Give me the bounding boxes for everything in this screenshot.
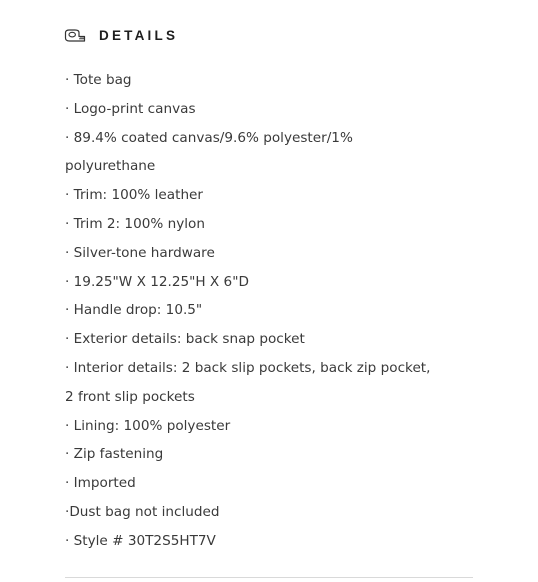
section-title: DETAILS	[99, 27, 179, 43]
section-divider	[65, 577, 473, 578]
list-item: · Lining: 100% polyester	[65, 417, 231, 434]
list-item: · Imported	[65, 475, 136, 492]
details-header	[64, 24, 178, 46]
details-list	[65, 66, 485, 556]
list-item: · Style # 30T2S5HT7V	[65, 532, 216, 549]
list-item: · Interior details: 2 back slip pockets, back zip pocket,	[65, 359, 431, 376]
list-item: · Handle drop: 10.5"	[65, 302, 203, 319]
list-item: · 89.4% coated canvas/9.6% polyester/1%	[65, 129, 353, 146]
tape-measure-icon	[64, 28, 86, 42]
list-item: · Silver-tone hardware	[65, 244, 215, 261]
list-item: · Tote bag	[65, 72, 132, 88]
list-item: · Trim 2: 100% nylon	[65, 215, 205, 232]
list-item: ·Dust bag not included	[65, 503, 220, 520]
list-item: polyurethane	[65, 158, 156, 175]
list-item: · Trim: 100% leather	[65, 187, 204, 204]
list-item: · 19.25"W X 12.25"H X 6"D	[65, 273, 249, 290]
list-item: · Logo-print canvas	[65, 100, 196, 117]
list-item: · Zip fastening	[65, 446, 164, 463]
list-item: · Exterior details: back snap pocket	[65, 331, 305, 348]
list-item: 2 front slip pockets	[65, 388, 195, 405]
